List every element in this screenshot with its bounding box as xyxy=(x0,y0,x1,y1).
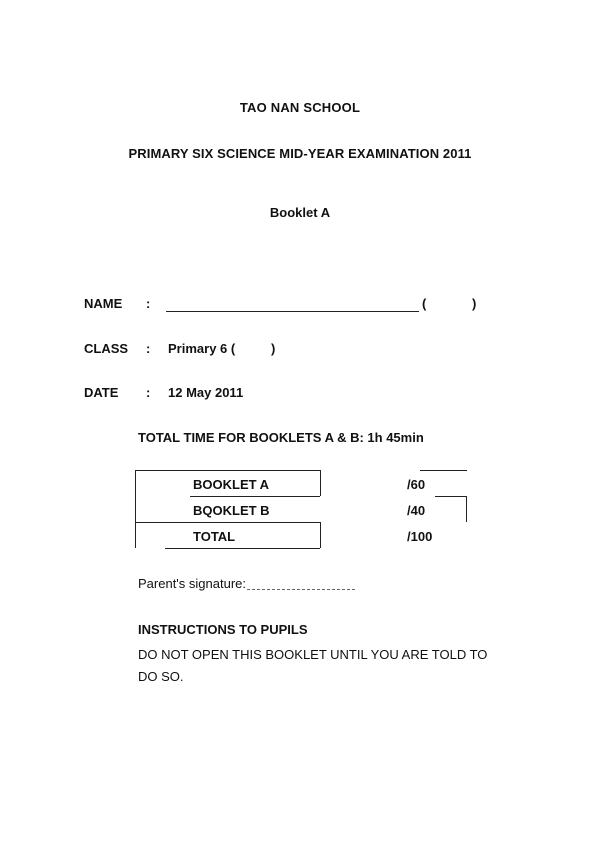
date-value: 12 May 2011 xyxy=(168,385,244,400)
class-value: Primary 6 ( xyxy=(168,341,236,356)
score-row-label-total: TOTAL xyxy=(193,529,236,544)
class-close-paren: ) xyxy=(271,341,276,356)
exam-title: PRIMARY SIX SCIENCE MID-YEAR EXAMINATION 2011 xyxy=(128,146,472,161)
school-name: TAO NAN SCHOOL xyxy=(239,100,361,115)
score-row-max-booklet-b: /40 xyxy=(407,503,426,518)
name-index-open-paren: ( xyxy=(422,296,427,311)
date-label: DATE xyxy=(84,385,119,400)
class-label: CLASS xyxy=(84,341,129,356)
booklet-label: Booklet A xyxy=(269,205,331,220)
class-colon: : xyxy=(146,341,151,356)
name-colon: : xyxy=(146,296,151,311)
name-index-close-paren: ) xyxy=(472,296,477,311)
score-row-max-booklet-a: /60 xyxy=(407,477,426,492)
parent-signature-label: Parent's signature: xyxy=(138,576,246,591)
instructions-heading: INSTRUCTIONS TO PUPILS xyxy=(138,622,308,637)
total-time: TOTAL TIME FOR BOOKLETS A & B: 1h 45min xyxy=(138,430,424,445)
score-row-label-booklet-b: BQOKLET B xyxy=(193,503,270,518)
score-row-label-booklet-a: BOOKLET A xyxy=(193,477,270,492)
parent-signature-line[interactable] xyxy=(247,589,355,590)
name-input-line[interactable] xyxy=(166,311,419,312)
name-label: NAME xyxy=(84,296,123,311)
instructions-body: DO NOT OPEN THIS BOOKLET UNTIL YOU ARE TOLD TO DO SO. xyxy=(138,647,488,684)
score-row-max-total: /100 xyxy=(407,529,433,544)
date-colon: : xyxy=(146,385,151,400)
